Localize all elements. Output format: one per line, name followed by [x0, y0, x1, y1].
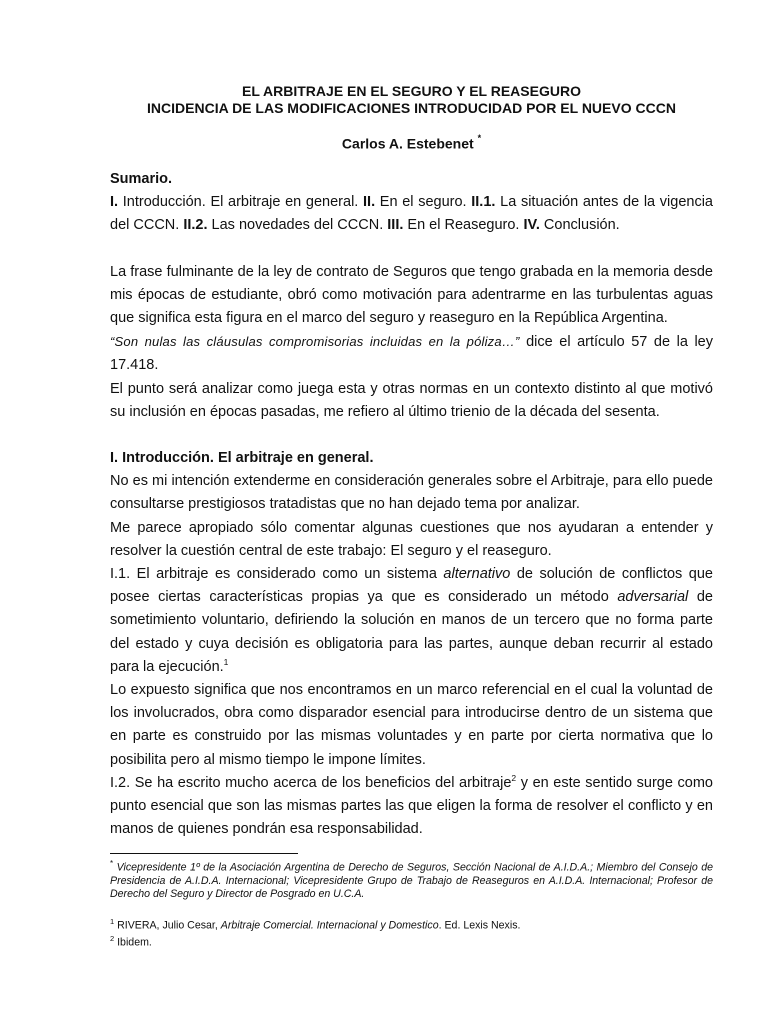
emphasis: adversarial	[617, 589, 689, 606]
document-title: EL ARBITRAJE EN EL SEGURO Y EL REASEGURO	[242, 83, 581, 99]
section-paragraph-i2	[110, 772, 713, 842]
text-run: de sometimiento voluntario, defiriendo la solución en manos de un tercero que no forma parte del estado y cuya decisión es obligatoria para las partes, aunque deban recurrir al estado para la ejecución.	[110, 589, 713, 675]
section-paragraph-i1	[110, 563, 713, 679]
author-line	[110, 135, 713, 152]
emphasis: alternativo	[443, 566, 511, 583]
summary-heading: Sumario.	[110, 171, 173, 187]
footnote-1	[110, 915, 713, 933]
footnote-mark: 2	[110, 934, 115, 944]
section-heading: I. Introducción. El arbitraje en general.	[110, 450, 374, 467]
footnote-mark: 1	[110, 916, 115, 926]
intro-paragraph: La frase fulminante de la ley de contrato de Seguros que tengo grabada en la memoria desde mis épocas de estudiante, obró como motivación para adentrarme en las turbulentas aguas que significa esta figura en el marco del seguro y reaseguro en la República Argentina.	[110, 263, 713, 327]
footnote-author	[110, 857, 713, 901]
summary-item-text: En el Reaseguro.	[403, 217, 524, 234]
footnote-text: RIVERA, Julio Cesar,	[114, 919, 221, 932]
footnote-text: Vicepresidente 1º de la Asociación Argentina de Derecho de Seguros, Sección Nacional de A.I.D.A.; Miembro del Consejo de Presidencia de A.I.D.A. Internacional; Vicepresidente Grupo de Trabajo de Reaseguros en A.I.D.A. Internacional; Profesor de Derecho del Seguro y Director de Posgrado en U.C.A.	[110, 861, 713, 900]
text-run: I.1. El arbitraje es considerado como un sistema	[110, 566, 444, 583]
footnote-text: Ibidem.	[114, 936, 152, 949]
footnote-ref[interactable]: 1	[223, 657, 229, 668]
footnote-divider	[110, 853, 298, 854]
text-run: I.2. Se ha escrito mucho acerca de los beneficios del arbitraje	[110, 774, 512, 791]
summary-item-text: En el seguro.	[375, 194, 472, 211]
text-run: de solución de conflictos que posee ciertas características propias ya que es considerado un método	[110, 566, 713, 606]
section-paragraph: No es mi intención extenderme en consideración generales sobre el Arbitraje, para ello puede consultarse prestigiosos tratadistas que no han dejado tema por analizar.	[110, 473, 713, 513]
document-body	[110, 168, 713, 841]
summary-item-num: II.2.	[183, 217, 208, 234]
footnote-mark: *	[110, 859, 114, 868]
summary-item-num: IV.	[523, 217, 540, 234]
text-run: y en este sentido surge como punto esencial que son las mismas partes las que eligen la forma de resolver el conflicto y en manos de quienes pondrán esa responsabilidad.	[110, 774, 713, 838]
author-name: Carlos A. Estebenet	[341, 135, 474, 152]
summary-item-text: Conclusión.	[539, 217, 620, 234]
summary-item-text: La situación antes de la vigencia del CCCN.	[110, 194, 713, 234]
footnote-ref[interactable]: 2	[511, 773, 517, 784]
summary-item-num: III.	[387, 217, 404, 234]
footnote-text-italic: Arbitraje Comercial. Internacional y Domestico	[220, 919, 439, 932]
summary-paragraph	[110, 191, 713, 237]
section-paragraph: Lo expuesto significa que nos encontramos en un marco referencial en el cual la voluntad de los involucrados, obra como disparador esencial para introducirse dentro de un sistema que en parte es construido por las mismas voluntades y en parte por cierta normativa que lo posibilita pero al mismo tiempo le impone límites.	[110, 682, 713, 768]
intro-paragraph-2: El punto será analizar como juega esta y otras normas en un contexto distinto al que motivó su inclusión en épocas pasadas, me refiero al último trienio de la década del sesenta.	[110, 380, 713, 420]
section-paragraph: Me parece apropiado sólo comentar algunas cuestiones que nos ayudaran a entender y resolver la cuestión central de este trabajo: El seguro y el reaseguro.	[110, 519, 713, 559]
summary-item-num: I.	[110, 194, 119, 211]
law-quote: “Son nulas las cláusulas compromisorias incluidas en la póliza…”	[110, 334, 520, 350]
footnotes	[110, 857, 713, 950]
law-quote-tail: dice el artículo 57 de la ley 17.418.	[110, 334, 713, 374]
summary-item-num: II.	[363, 194, 376, 211]
footnote-text: . Ed. Lexis Nexis.	[438, 919, 521, 932]
footnote-2	[110, 932, 713, 950]
summary-item-num: II.1.	[471, 194, 496, 211]
summary-item-text: Las novedades del CCCN.	[207, 217, 388, 234]
summary-item-text: Introducción. El arbitraje en general.	[118, 194, 364, 211]
document-subtitle: INCIDENCIA DE LAS MODIFICACIONES INTRODUCIDAD POR EL NUEVO CCCN	[147, 100, 676, 116]
intro-quote-paragraph	[110, 330, 713, 377]
author-footnote-mark: *	[477, 133, 482, 143]
